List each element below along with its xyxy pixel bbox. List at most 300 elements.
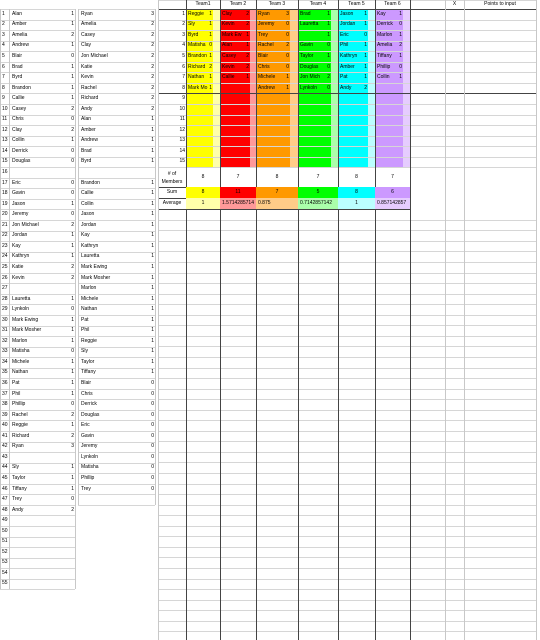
team1-average[interactable]: 1 — [186, 198, 220, 209]
sorted-score-cell[interactable]: 1 — [151, 221, 154, 228]
x-marker[interactable]: X — [452, 1, 457, 7]
sorted-score-cell[interactable]: 1 — [151, 358, 154, 365]
name-cell[interactable]: Nathan — [12, 369, 29, 376]
name-cell[interactable]: Jeremy — [12, 211, 29, 218]
score-cell[interactable]: 0 — [71, 147, 74, 154]
name-cell[interactable]: Kay — [12, 242, 21, 249]
score-cell[interactable]: 1 — [71, 422, 74, 429]
sorted-name-cell[interactable]: Kay — [81, 232, 90, 239]
score-cell[interactable]: 1 — [71, 474, 74, 481]
team6-member-name[interactable]: Collin — [377, 74, 390, 81]
name-cell[interactable]: Kathryn — [12, 253, 30, 260]
name-cell[interactable]: Eric — [12, 179, 21, 186]
sorted-name-cell[interactable]: Nathan — [81, 306, 98, 313]
sorted-score-cell[interactable] — [138, 167, 155, 178]
team5-member-name[interactable]: Kathryn — [340, 52, 358, 59]
name-cell[interactable]: Pat — [12, 380, 20, 387]
team4-member-score[interactable]: 1 — [327, 31, 330, 38]
team6-average[interactable]: 0.857142857 — [375, 198, 410, 209]
score-cell[interactable] — [58, 452, 75, 463]
team3-member-score[interactable]: 0 — [286, 52, 289, 59]
sorted-name-cell[interactable]: Matisha — [81, 464, 99, 471]
name-cell[interactable] — [10, 452, 60, 463]
team6-member-name[interactable]: Amelia — [377, 42, 393, 49]
sorted-name-cell[interactable]: Jeremy — [81, 443, 98, 450]
team5-average[interactable]: 1 — [338, 198, 375, 209]
score-cell[interactable]: 2 — [71, 274, 74, 281]
sorted-score-cell[interactable]: 1 — [151, 200, 154, 207]
score-cell[interactable]: 1 — [71, 485, 74, 492]
sorted-name-cell[interactable]: Andy — [81, 105, 93, 112]
team5-member-score[interactable]: 1 — [364, 10, 367, 17]
score-cell[interactable]: 1 — [71, 63, 74, 70]
score-cell[interactable]: 1 — [71, 295, 74, 302]
sorted-name-cell[interactable]: Ryan — [81, 10, 93, 17]
team5-member-name[interactable]: Andy — [340, 84, 352, 91]
team2-member-name[interactable]: Kevin — [222, 63, 235, 70]
score-cell[interactable]: 1 — [71, 337, 74, 344]
sorted-score-cell[interactable]: 2 — [151, 52, 154, 59]
score-cell[interactable]: 0 — [71, 116, 74, 123]
name-cell[interactable]: Amber — [12, 21, 27, 28]
sorted-score-cell[interactable]: 0 — [151, 380, 154, 387]
name-cell[interactable]: Derrick — [12, 147, 28, 154]
score-cell[interactable]: 2 — [71, 411, 74, 418]
sorted-name-cell[interactable]: Brad — [81, 147, 92, 154]
score-cell[interactable]: 0 — [71, 306, 74, 313]
name-cell[interactable]: Jason — [12, 200, 26, 207]
name-cell[interactable]: Gavin — [12, 190, 26, 197]
score-cell[interactable]: 2 — [71, 263, 74, 270]
score-cell[interactable]: 0 — [71, 190, 74, 197]
score-cell[interactable]: 1 — [71, 42, 74, 49]
name-cell[interactable]: Douglas — [12, 158, 31, 165]
sorted-name-cell[interactable]: Amber — [81, 126, 96, 133]
name-cell[interactable]: Clay — [12, 126, 23, 133]
team6-sum[interactable]: 6 — [375, 187, 410, 198]
team6-member-score[interactable]: 0 — [399, 21, 402, 28]
sorted-score-cell[interactable]: 0 — [151, 464, 154, 471]
score-cell[interactable]: 1 — [71, 232, 74, 239]
score-cell[interactable]: 1 — [71, 390, 74, 397]
team5-member-score[interactable]: 1 — [364, 63, 367, 70]
team6-member-score[interactable]: 2 — [399, 42, 402, 49]
score-cell[interactable]: 1 — [71, 358, 74, 365]
sorted-score-cell[interactable]: 1 — [151, 179, 154, 186]
score-cell[interactable]: 1 — [71, 253, 74, 260]
sorted-name-cell[interactable]: Mark Mosher — [81, 274, 111, 281]
team5-member-count[interactable]: 8 — [355, 173, 358, 180]
team6-member-name[interactable]: Marlon — [377, 31, 393, 38]
sorted-score-cell[interactable]: 0 — [151, 432, 154, 439]
sorted-name-cell[interactable]: Alan — [81, 116, 92, 123]
name-cell[interactable]: Reggie — [12, 422, 28, 429]
score-cell[interactable]: 1 — [71, 369, 74, 376]
name-cell[interactable]: Brad — [12, 63, 23, 70]
score-cell[interactable] — [58, 283, 75, 294]
team2-member-name[interactable]: Clay — [222, 10, 233, 17]
sorted-name-cell[interactable]: Collin — [81, 200, 94, 207]
team5-member-name[interactable]: Amber — [340, 63, 355, 70]
sorted-name-cell[interactable]: Marlon — [81, 285, 97, 292]
team2-sum[interactable]: 11 — [220, 187, 256, 198]
team6-member-score[interactable]: 1 — [399, 10, 402, 17]
team4-member-name[interactable]: Douglas — [300, 63, 319, 70]
score-cell[interactable]: 1 — [71, 84, 74, 91]
team1-member-name[interactable]: Mark Mo — [188, 84, 208, 91]
team4-member-count[interactable]: 7 — [316, 173, 320, 180]
team2-member-name[interactable]: Casey — [222, 52, 237, 59]
team1-member-count[interactable]: 8 — [201, 173, 205, 180]
team1-member-name[interactable]: Nathan — [188, 74, 205, 81]
team4-member-name[interactable]: Jon Mich — [300, 74, 321, 81]
sorted-score-cell[interactable]: 2 — [151, 95, 154, 102]
sorted-score-cell[interactable]: 2 — [151, 105, 154, 112]
team4-member-score[interactable]: 0 — [327, 84, 330, 91]
sorted-score-cell[interactable]: 0 — [151, 485, 154, 492]
name-cell[interactable]: Kevin — [12, 274, 25, 281]
sorted-score-cell[interactable]: 3 — [151, 10, 154, 17]
score-cell[interactable]: 2 — [71, 31, 74, 38]
sorted-score-cell[interactable]: 0 — [151, 411, 154, 418]
team3-member-name[interactable]: Rachel — [258, 42, 274, 49]
score-cell[interactable]: 3 — [71, 443, 74, 450]
name-cell[interactable]: Andy — [12, 506, 24, 513]
name-cell[interactable]: Sly — [12, 464, 19, 471]
team6-member-name[interactable]: Derrick — [377, 21, 393, 28]
team3-member-name[interactable]: Chris — [258, 63, 270, 70]
team-header-6[interactable]: Team 6 — [384, 1, 401, 7]
team-header-4[interactable]: Team 4 — [309, 1, 327, 7]
score-cell[interactable]: 1 — [71, 137, 74, 144]
sorted-name-cell[interactable]: Amelia — [81, 21, 97, 28]
name-cell[interactable]: Casey — [12, 105, 27, 112]
team3-member-score[interactable]: 3 — [286, 10, 289, 17]
team2-member-score[interactable]: 2 — [246, 63, 249, 70]
sorted-name-cell[interactable]: Tiffany — [81, 369, 96, 376]
sorted-name-cell[interactable]: Blair — [81, 380, 92, 387]
name-cell[interactable]: Michele — [12, 358, 30, 365]
team4-member-name[interactable]: Lynkoln — [300, 84, 318, 91]
sorted-score-cell[interactable]: 0 — [151, 390, 154, 397]
team2-member-name[interactable]: Alan — [222, 42, 233, 49]
team4-member-score[interactable]: 1 — [327, 10, 330, 17]
team1-member-score[interactable]: 1 — [209, 74, 212, 81]
name-cell[interactable]: Katie — [12, 263, 24, 270]
name-cell[interactable] — [10, 167, 60, 178]
team4-member-name[interactable]: Lauretta — [300, 21, 319, 28]
sorted-score-cell[interactable]: 0 — [151, 474, 154, 481]
team5-member-score[interactable]: 1 — [364, 21, 367, 28]
sorted-score-cell[interactable]: 1 — [151, 295, 154, 302]
score-cell[interactable]: 2 — [71, 432, 74, 439]
score-cell[interactable]: 0 — [71, 179, 74, 186]
team1-member-score[interactable]: 1 — [209, 84, 212, 91]
sorted-name-cell[interactable]: Derrick — [81, 401, 97, 408]
name-cell[interactable]: Byrd — [12, 74, 23, 81]
team4-member-score[interactable]: 1 — [327, 52, 330, 59]
sorted-score-cell[interactable]: 1 — [151, 116, 154, 123]
sorted-score-cell[interactable]: 1 — [151, 306, 154, 313]
team1-member-name[interactable]: Brandon — [188, 52, 207, 59]
sorted-score-cell[interactable]: 1 — [151, 211, 154, 218]
team6-member-score[interactable]: 1 — [399, 74, 402, 81]
score-cell[interactable]: 1 — [71, 316, 74, 323]
sorted-score-cell[interactable]: 2 — [151, 63, 154, 70]
team2-member-name[interactable]: Kevin — [222, 21, 235, 28]
sorted-name-cell[interactable]: Rachel — [81, 84, 97, 91]
team-header-1[interactable]: Team1 — [195, 1, 211, 7]
team5-member-score[interactable]: 1 — [364, 52, 367, 59]
sorted-score-cell[interactable]: 0 — [151, 422, 154, 429]
team4-member-score[interactable]: 1 — [327, 21, 330, 28]
sorted-score-cell[interactable]: 2 — [151, 31, 154, 38]
sorted-name-cell[interactable]: Mark Ewing — [81, 263, 108, 270]
team2-member-score[interactable]: 1 — [246, 74, 249, 81]
sorted-score-cell[interactable]: 0 — [151, 401, 154, 408]
name-cell[interactable]: Taylor — [12, 474, 26, 481]
team5-member-name[interactable]: Eric — [340, 31, 349, 38]
team6-member-score[interactable]: 0 — [399, 63, 402, 70]
score-cell[interactable]: 0 — [71, 496, 74, 503]
team3-member-score[interactable]: 0 — [286, 21, 289, 28]
score-cell[interactable]: 1 — [71, 327, 74, 334]
name-cell[interactable]: Mark Ewing — [12, 316, 39, 323]
team1-member-score[interactable]: 1 — [209, 31, 212, 38]
team4-sum[interactable]: 5 — [298, 187, 338, 198]
team1-member-score[interactable]: 1 — [209, 52, 212, 59]
team1-member-score[interactable]: 1 — [209, 10, 212, 17]
team3-member-name[interactable]: Trey — [258, 31, 268, 38]
team-header-5[interactable]: Team 5 — [348, 1, 365, 7]
name-cell[interactable]: Phil — [12, 390, 21, 397]
sorted-score-cell[interactable]: 1 — [151, 263, 154, 270]
sorted-name-cell[interactable]: Chris — [81, 390, 93, 397]
sorted-name-cell[interactable]: Richard — [81, 95, 99, 102]
name-cell[interactable]: Amelia — [12, 31, 28, 38]
team3-member-score[interactable]: 1 — [286, 74, 289, 81]
name-cell[interactable]: Alan — [12, 10, 23, 17]
team3-member-name[interactable]: Jeremy — [258, 21, 275, 28]
score-cell[interactable]: 1 — [71, 200, 74, 207]
team5-member-name[interactable]: Phil — [340, 42, 349, 49]
score-cell[interactable]: 1 — [71, 21, 74, 28]
sorted-name-cell[interactable]: Callie — [81, 190, 94, 197]
team2-member-name[interactable]: Callie — [222, 74, 235, 81]
name-cell[interactable]: Collin — [12, 137, 25, 144]
name-cell[interactable]: Trey — [12, 496, 22, 503]
sorted-name-cell[interactable]: Brandon — [81, 179, 100, 186]
sorted-name-cell[interactable]: Lynkoln — [81, 453, 99, 460]
team6-member-name[interactable]: Tiffany — [377, 52, 392, 59]
sorted-name-cell[interactable]: Byrd — [81, 158, 92, 165]
name-cell[interactable]: Lynkoln — [12, 306, 30, 313]
name-cell[interactable]: Richard — [12, 432, 30, 439]
team2-member-score[interactable]: 2 — [246, 10, 249, 17]
team3-member-name[interactable]: Andrew — [258, 84, 275, 91]
team3-member-count[interactable]: 8 — [275, 173, 279, 180]
score-cell[interactable]: 2 — [71, 126, 74, 133]
name-cell[interactable]: Ryan — [12, 443, 24, 450]
score-cell[interactable]: 2 — [71, 506, 74, 513]
sorted-name-cell[interactable]: Douglas — [81, 411, 100, 418]
name-cell[interactable] — [10, 283, 60, 294]
team2-member-score[interactable]: 2 — [246, 21, 249, 28]
team6-member-count[interactable]: 7 — [391, 173, 394, 180]
team4-member-name[interactable]: Brad — [300, 10, 311, 17]
team4-member-name[interactable]: Taylor — [300, 52, 314, 59]
sorted-score-cell[interactable]: 2 — [151, 21, 154, 28]
team5-member-name[interactable]: Jason — [340, 10, 354, 17]
team5-member-score[interactable]: 0 — [364, 31, 367, 38]
sorted-score-cell[interactable]: 1 — [151, 316, 154, 323]
team6-member-name[interactable]: Phillip — [377, 63, 391, 70]
sorted-score-cell[interactable]: 0 — [151, 453, 154, 460]
team1-member-name[interactable]: Sly — [188, 21, 195, 28]
team6-member-name[interactable]: Kay — [377, 10, 386, 17]
sorted-score-cell[interactable]: 1 — [151, 327, 154, 334]
name-cell[interactable]: Mark Mosher — [12, 327, 42, 334]
team3-average[interactable]: 0.875 — [256, 198, 298, 209]
sorted-name-cell[interactable]: Taylor — [81, 358, 95, 365]
sorted-score-cell[interactable]: 1 — [151, 242, 154, 249]
sorted-score-cell[interactable]: 2 — [151, 42, 154, 49]
sorted-name-cell[interactable]: Gavin — [81, 432, 95, 439]
name-cell[interactable]: Callie — [12, 95, 25, 102]
team5-member-score[interactable]: 1 — [364, 42, 367, 49]
team3-member-score[interactable]: 0 — [286, 31, 289, 38]
sorted-score-cell[interactable]: 0 — [151, 443, 154, 450]
score-cell[interactable]: 2 — [71, 105, 74, 112]
team6-member-score[interactable]: 1 — [399, 52, 402, 59]
sorted-name-cell[interactable]: Jon Michael — [81, 52, 108, 59]
sorted-score-cell[interactable]: 1 — [151, 274, 154, 281]
sorted-score-cell[interactable]: 1 — [151, 158, 154, 165]
sorted-name-cell[interactable]: Casey — [81, 31, 96, 38]
name-cell[interactable]: Blair — [12, 52, 23, 59]
score-cell[interactable]: 0 — [71, 401, 74, 408]
sorted-name-cell[interactable]: Phil — [81, 327, 90, 334]
sorted-name-cell[interactable]: Lauretta — [81, 253, 100, 260]
team1-member-score[interactable]: 1 — [209, 21, 212, 28]
name-cell[interactable]: Phillip — [12, 401, 26, 408]
team4-member-score[interactable]: 0 — [327, 63, 330, 70]
name-cell[interactable]: Jordan — [12, 232, 28, 239]
team3-member-name[interactable]: Blair — [258, 52, 269, 59]
team1-sum[interactable]: 8 — [186, 187, 220, 198]
sorted-name-cell[interactable]: Sly — [81, 348, 88, 355]
team3-member-score[interactable]: 2 — [286, 42, 289, 49]
team2-member-count[interactable]: 7 — [236, 173, 240, 180]
name-cell[interactable]: Brandon — [12, 84, 31, 91]
sorted-name-cell[interactable]: Trey — [81, 485, 91, 492]
sorted-name-cell[interactable]: Phillip — [81, 474, 95, 481]
team5-member-score[interactable]: 2 — [364, 84, 367, 91]
team1-member-name[interactable]: Richard — [188, 63, 206, 70]
team4-member-score[interactable]: 2 — [327, 74, 330, 81]
team3-member-score[interactable]: 0 — [286, 63, 289, 70]
team-header-3[interactable]: Team 3 — [268, 1, 286, 7]
name-cell[interactable]: Matisha — [12, 348, 30, 355]
team5-member-score[interactable]: 1 — [364, 74, 367, 81]
team2-member-score[interactable]: 1 — [246, 42, 249, 49]
team1-member-name[interactable]: Matisha — [188, 42, 206, 49]
sorted-name-cell[interactable]: Clay — [81, 42, 92, 49]
score-cell[interactable]: 1 — [71, 10, 74, 17]
team2-member-score[interactable]: 1 — [246, 31, 249, 38]
sorted-score-cell[interactable]: 2 — [151, 74, 154, 81]
score-cell[interactable]: 1 — [71, 380, 74, 387]
sorted-score-cell[interactable]: 1 — [151, 137, 154, 144]
score-cell[interactable]: 1 — [71, 74, 74, 81]
sorted-name-cell[interactable]: Andrew — [81, 137, 98, 144]
name-cell[interactable]: Tiffany — [12, 485, 27, 492]
team4-member-name[interactable]: Gavin — [300, 42, 314, 49]
team3-member-score[interactable]: 1 — [286, 84, 289, 91]
team2-member-name[interactable]: Mark Ew — [222, 31, 242, 38]
sorted-name-cell[interactable] — [79, 167, 139, 178]
team1-member-score[interactable]: 0 — [209, 42, 212, 49]
name-cell[interactable]: Lauretta — [12, 295, 31, 302]
team1-member-name[interactable]: Reggie — [188, 10, 204, 17]
score-cell[interactable]: 0 — [71, 52, 74, 59]
score-cell[interactable]: 0 — [71, 211, 74, 218]
team3-member-name[interactable]: Michele — [258, 74, 276, 81]
sorted-name-cell[interactable]: Michele — [81, 295, 99, 302]
team2-average[interactable]: 1.5714285714 — [220, 198, 256, 209]
name-cell[interactable]: Chris — [12, 116, 24, 123]
sorted-name-cell[interactable]: Reggie — [81, 337, 97, 344]
team6-member-score[interactable]: 1 — [399, 31, 402, 38]
sorted-score-cell[interactable]: 1 — [151, 348, 154, 355]
sorted-score-cell[interactable]: 1 — [151, 232, 154, 239]
sorted-name-cell[interactable]: Jordan — [81, 221, 97, 228]
score-cell[interactable] — [58, 167, 75, 178]
sorted-score-cell[interactable]: 1 — [151, 337, 154, 344]
team3-sum[interactable]: 7 — [256, 187, 298, 198]
name-cell[interactable]: Andrew — [12, 42, 29, 49]
sorted-name-cell[interactable]: Kathryn — [81, 242, 99, 249]
sorted-name-cell[interactable]: Eric — [81, 422, 90, 429]
sorted-name-cell[interactable]: Katie — [81, 63, 93, 70]
team5-member-name[interactable]: Jordan — [340, 21, 356, 28]
name-cell[interactable]: Rachel — [12, 411, 28, 418]
team4-member-score[interactable]: 0 — [327, 42, 330, 49]
sorted-score-cell[interactable]: 1 — [151, 126, 154, 133]
team1-member-name[interactable]: Byrd — [188, 31, 199, 38]
sorted-score-cell[interactable]: 1 — [151, 190, 154, 197]
sorted-score-cell[interactable]: 1 — [151, 285, 154, 292]
score-cell[interactable]: 1 — [71, 242, 74, 249]
sorted-name-cell[interactable]: Jason — [81, 211, 95, 218]
score-cell[interactable]: 0 — [71, 348, 74, 355]
team-header-2[interactable]: Team 2 — [229, 1, 247, 7]
team2-member-score[interactable]: 2 — [246, 52, 249, 59]
sorted-score-cell[interactable]: 1 — [151, 369, 154, 376]
sorted-name-cell[interactable]: Kevin — [81, 74, 94, 81]
team5-sum[interactable]: 8 — [338, 187, 375, 198]
score-cell[interactable]: 1 — [71, 464, 74, 471]
score-cell[interactable]: 0 — [71, 158, 74, 165]
score-cell[interactable]: 2 — [71, 221, 74, 228]
name-cell[interactable]: Marlon — [12, 337, 28, 344]
team1-member-score[interactable]: 2 — [209, 63, 212, 70]
score-cell[interactable]: 1 — [71, 95, 74, 102]
team4-average[interactable]: 0.7142857142 — [298, 198, 338, 209]
sorted-score-cell[interactable]: 1 — [151, 253, 154, 260]
sorted-name-cell[interactable]: Pat — [81, 316, 89, 323]
sorted-score-cell[interactable]: 1 — [151, 147, 154, 154]
